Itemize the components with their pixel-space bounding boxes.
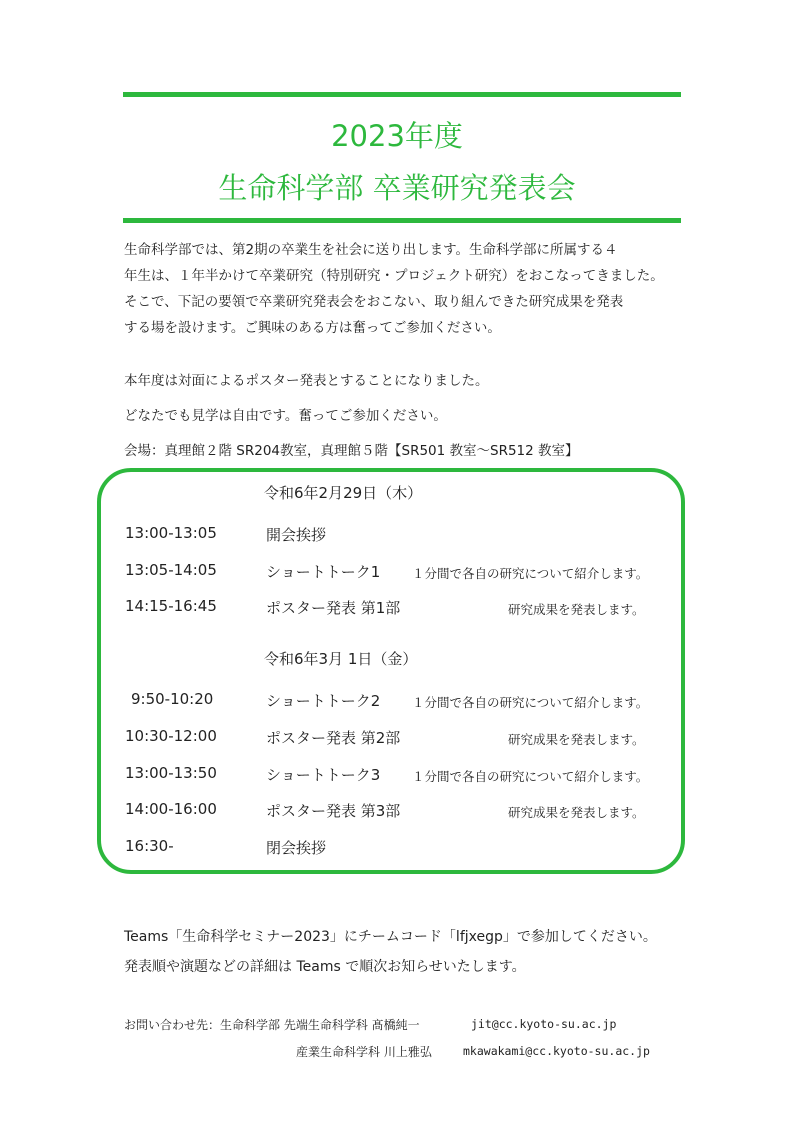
schedule-event: ポスター発表 第2部 <box>266 729 401 747</box>
schedule-time: 14:15-16:45 <box>125 597 217 615</box>
day2-date: 令和6年3月 1日（金） <box>264 650 418 668</box>
schedule-time: 13:00-13:50 <box>125 764 217 782</box>
schedule-row <box>0 561 794 585</box>
top-rule <box>123 92 681 97</box>
contact-label: お問い合わせ先：生命科学部 先端生命科学科 髙橋純一 <box>124 1018 420 1032</box>
order-note: 発表順や演題などの詳細は Teams で順次お知らせいたします。 <box>124 959 526 975</box>
schedule-event: 閉会挨拶 <box>266 839 327 857</box>
teams-note: Teams「生命科学セミナー2023」にチームコード「lfjxegp」で参加してください。 <box>124 929 657 945</box>
visitor-note: どなたでも見学は自由です。奮ってご参加ください。 <box>124 408 447 424</box>
schedule-row <box>0 800 794 824</box>
intro-line: 年生は、１年半かけて卒業研究（特別研究・プロジェクト研究）をおこなってきました。 <box>124 268 664 284</box>
schedule-description: 研究成果を発表します。 <box>508 732 645 747</box>
intro-line: 生命科学部では、第2期の卒業生を社会に送り出します。生命科学部に所属する４ <box>124 242 618 258</box>
schedule-event: ポスター発表 第3部 <box>266 802 401 820</box>
schedule-description: 研究成果を発表します。 <box>508 805 645 820</box>
schedule-description: １分間で各自の研究について紹介します。 <box>412 566 649 581</box>
schedule-row <box>0 597 794 621</box>
schedule-time: 10:30-12:00 <box>125 727 217 745</box>
schedule-time: 13:05-14:05 <box>125 561 217 579</box>
intro-paragraph <box>124 237 684 341</box>
venue-text: 会場：真理館２階 SR204教室，真理館５階【SR501 教室～SR512 教室】 <box>124 443 579 459</box>
contact-person-2: 産業生命科学科 川上雅弘 <box>296 1045 432 1059</box>
schedule-description: １分間で各自の研究について紹介します。 <box>412 695 649 710</box>
schedule-time: 9:50-10:20 <box>131 690 214 708</box>
bottom-rule <box>123 218 681 223</box>
format-note: 本年度は対面によるポスター発表とすることになりました。 <box>124 373 489 389</box>
schedule-event: ポスター発表 第1部 <box>266 599 401 617</box>
page-title-year: 2023年度 <box>331 119 463 153</box>
day1-date: 令和6年2月29日（木） <box>264 484 423 502</box>
schedule-row <box>0 690 794 714</box>
contact-email-2: mkawakami@cc.kyoto-su.ac.jp <box>463 1044 650 1058</box>
contact-email-1: jit@cc.kyoto-su.ac.jp <box>471 1017 617 1031</box>
schedule-description: 研究成果を発表します。 <box>508 602 645 617</box>
schedule-row <box>0 727 794 751</box>
schedule-time: 13:00-13:05 <box>125 524 217 542</box>
schedule-time: 14:00-16:00 <box>125 800 217 818</box>
schedule-description: １分間で各自の研究について紹介します。 <box>412 769 649 784</box>
schedule-event: 開会挨拶 <box>266 526 327 544</box>
schedule-row <box>0 524 794 548</box>
intro-line: する場を設けます。ご興味のある方は奮ってご参加ください。 <box>124 320 501 336</box>
page-title: 生命科学部 卒業研究発表会 <box>218 171 576 205</box>
schedule-time: 16:30- <box>125 837 174 855</box>
intro-line: そこで、下記の要領で卒業研究発表会をおこない、取り組んできた研究成果を発表 <box>124 294 624 310</box>
schedule-row <box>0 837 794 861</box>
schedule-event: ショートトーク1 <box>266 563 381 581</box>
schedule-event: ショートトーク2 <box>266 692 381 710</box>
schedule-event: ショートトーク3 <box>266 766 381 784</box>
schedule-row <box>0 764 794 788</box>
